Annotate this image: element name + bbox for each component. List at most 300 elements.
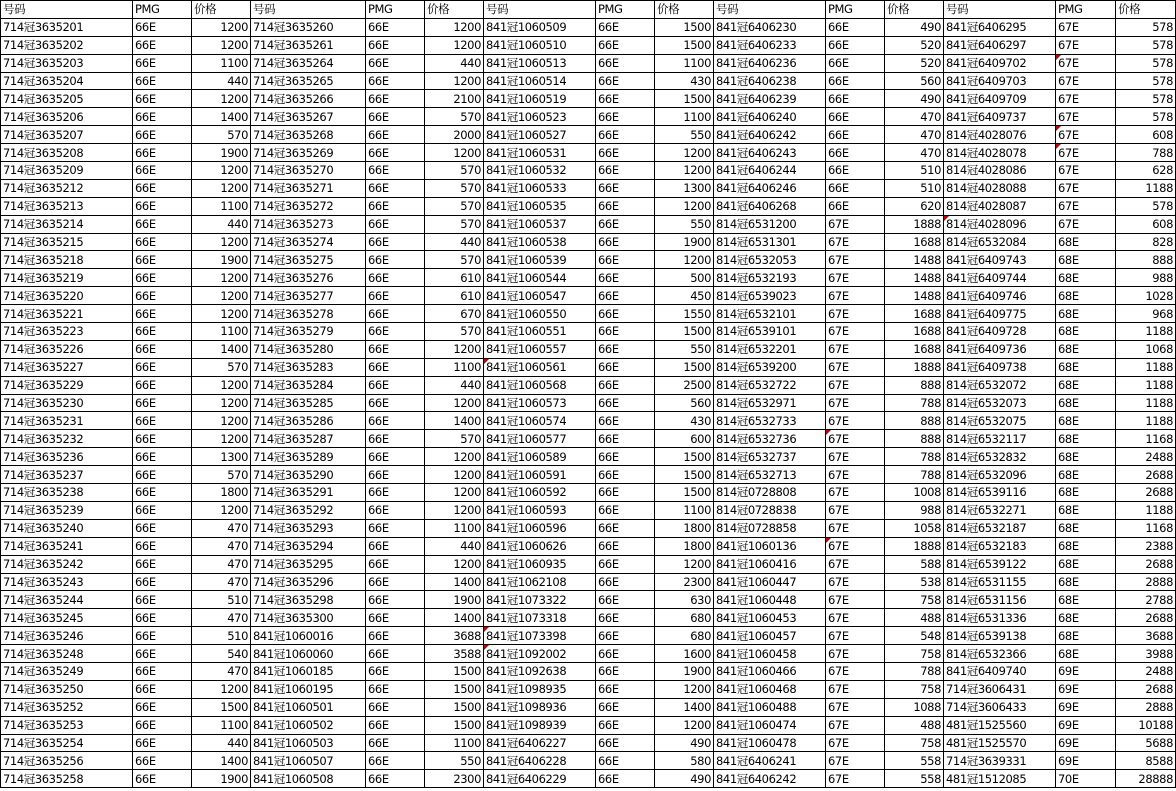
number-cell[interactable]: 841冠1060573 bbox=[484, 394, 596, 412]
pmg-cell[interactable]: 67E bbox=[826, 627, 885, 645]
price-cell[interactable]: 1200 bbox=[192, 680, 251, 698]
pmg-cell[interactable]: 67E bbox=[1056, 144, 1116, 162]
price-cell[interactable]: 1100 bbox=[192, 716, 251, 734]
pmg-cell[interactable]: 67E bbox=[826, 323, 885, 341]
column-header[interactable]: 号码 bbox=[484, 1, 596, 19]
number-cell[interactable]: 841冠1060568 bbox=[484, 376, 596, 394]
price-cell[interactable]: 2300 bbox=[425, 770, 484, 788]
pmg-cell[interactable]: 66E bbox=[133, 251, 192, 269]
pmg-cell[interactable]: 66E bbox=[133, 340, 192, 358]
pmg-cell[interactable]: 66E bbox=[133, 591, 192, 609]
number-cell[interactable]: 714冠3635296 bbox=[251, 573, 366, 591]
pmg-cell[interactable]: 66E bbox=[366, 537, 425, 555]
number-cell[interactable]: 841冠1060458 bbox=[714, 645, 826, 663]
pmg-cell[interactable]: 67E bbox=[826, 215, 885, 233]
pmg-cell[interactable]: 66E bbox=[133, 287, 192, 305]
pmg-cell[interactable]: 66E bbox=[133, 466, 192, 484]
pmg-cell[interactable]: 66E bbox=[133, 233, 192, 251]
pmg-cell[interactable]: 67E bbox=[826, 591, 885, 609]
number-cell[interactable]: 814冠6532072 bbox=[944, 376, 1056, 394]
price-cell[interactable]: 470 bbox=[192, 662, 251, 680]
price-cell[interactable]: 1100 bbox=[192, 197, 251, 215]
pmg-cell[interactable]: 68E bbox=[1056, 340, 1116, 358]
price-cell[interactable]: 510 bbox=[192, 627, 251, 645]
pmg-cell[interactable]: 66E bbox=[366, 555, 425, 573]
price-cell[interactable]: 1200 bbox=[655, 680, 714, 698]
price-cell[interactable]: 1400 bbox=[192, 752, 251, 770]
pmg-cell[interactable]: 66E bbox=[133, 501, 192, 519]
column-header[interactable]: 号码 bbox=[944, 1, 1056, 19]
number-cell[interactable]: 714冠3635272 bbox=[251, 197, 366, 215]
price-cell[interactable]: 620 bbox=[885, 197, 944, 215]
column-header[interactable]: 价格 bbox=[1116, 1, 1176, 19]
number-cell[interactable]: 714冠3635280 bbox=[251, 340, 366, 358]
pmg-cell[interactable]: 66E bbox=[133, 18, 192, 36]
pmg-cell[interactable]: 67E bbox=[826, 233, 885, 251]
pmg-cell[interactable]: 66E bbox=[366, 680, 425, 698]
pmg-cell[interactable]: 66E bbox=[366, 662, 425, 680]
price-cell[interactable]: 570 bbox=[425, 108, 484, 126]
price-cell[interactable]: 550 bbox=[425, 752, 484, 770]
column-header[interactable]: PMG bbox=[1056, 1, 1116, 19]
pmg-cell[interactable]: 67E bbox=[1056, 179, 1116, 197]
pmg-cell[interactable]: 66E bbox=[133, 609, 192, 627]
price-cell[interactable]: 3688 bbox=[425, 627, 484, 645]
number-cell[interactable]: 714冠3635220 bbox=[1, 287, 133, 305]
pmg-cell[interactable]: 66E bbox=[596, 305, 655, 323]
column-header[interactable]: PMG bbox=[133, 1, 192, 19]
price-cell[interactable]: 550 bbox=[655, 340, 714, 358]
pmg-cell[interactable]: 66E bbox=[133, 305, 192, 323]
number-cell[interactable]: 714冠3635261 bbox=[251, 36, 366, 54]
number-cell[interactable]: 714冠3635287 bbox=[251, 430, 366, 448]
pmg-cell[interactable]: 66E bbox=[596, 269, 655, 287]
number-cell[interactable]: 814冠6532084 bbox=[944, 233, 1056, 251]
price-cell[interactable]: 1168 bbox=[1116, 430, 1176, 448]
price-cell[interactable]: 1900 bbox=[192, 770, 251, 788]
pmg-cell[interactable]: 67E bbox=[826, 466, 885, 484]
pmg-cell[interactable]: 66E bbox=[366, 716, 425, 734]
pmg-cell[interactable]: 66E bbox=[596, 734, 655, 752]
number-cell[interactable]: 841冠1060478 bbox=[714, 734, 826, 752]
pmg-cell[interactable]: 68E bbox=[1056, 287, 1116, 305]
number-cell[interactable]: 714冠3635294 bbox=[251, 537, 366, 555]
price-cell[interactable]: 440 bbox=[425, 376, 484, 394]
number-cell[interactable]: 841冠1060527 bbox=[484, 126, 596, 144]
price-cell[interactable]: 788 bbox=[1116, 144, 1176, 162]
price-cell[interactable]: 1100 bbox=[192, 54, 251, 72]
pmg-cell[interactable]: 66E bbox=[366, 126, 425, 144]
price-cell[interactable]: 510 bbox=[192, 591, 251, 609]
price-cell[interactable]: 1088 bbox=[885, 698, 944, 716]
price-cell[interactable]: 1100 bbox=[655, 108, 714, 126]
pmg-cell[interactable]: 67E bbox=[826, 662, 885, 680]
number-cell[interactable]: 814冠4028087 bbox=[944, 197, 1056, 215]
price-cell[interactable]: 558 bbox=[885, 770, 944, 788]
price-cell[interactable]: 1688 bbox=[885, 323, 944, 341]
price-cell[interactable]: 1500 bbox=[425, 716, 484, 734]
pmg-cell[interactable]: 66E bbox=[596, 162, 655, 180]
pmg-cell[interactable]: 67E bbox=[1056, 197, 1116, 215]
pmg-cell[interactable]: 66E bbox=[133, 108, 192, 126]
number-cell[interactable]: 714冠3635237 bbox=[1, 466, 133, 484]
pmg-cell[interactable]: 66E bbox=[826, 179, 885, 197]
pmg-cell[interactable]: 66E bbox=[366, 340, 425, 358]
price-cell[interactable]: 1100 bbox=[425, 519, 484, 537]
number-cell[interactable]: 714冠3635213 bbox=[1, 197, 133, 215]
price-cell[interactable]: 1100 bbox=[655, 501, 714, 519]
price-cell[interactable]: 578 bbox=[1116, 197, 1176, 215]
price-cell[interactable]: 450 bbox=[655, 287, 714, 305]
number-cell[interactable]: 714冠3635275 bbox=[251, 251, 366, 269]
number-cell[interactable]: 714冠3635244 bbox=[1, 591, 133, 609]
number-cell[interactable]: 841冠1060531 bbox=[484, 144, 596, 162]
number-cell[interactable]: 714冠3635245 bbox=[1, 609, 133, 627]
number-cell[interactable]: 841冠1060509 bbox=[484, 18, 596, 36]
pmg-cell[interactable]: 67E bbox=[1056, 215, 1116, 233]
price-cell[interactable]: 1100 bbox=[425, 358, 484, 376]
price-cell[interactable]: 610 bbox=[425, 269, 484, 287]
pmg-cell[interactable]: 66E bbox=[826, 36, 885, 54]
pmg-cell[interactable]: 66E bbox=[366, 36, 425, 54]
price-cell[interactable]: 1200 bbox=[655, 162, 714, 180]
price-cell[interactable]: 1200 bbox=[425, 448, 484, 466]
number-cell[interactable]: 841冠1060539 bbox=[484, 251, 596, 269]
price-cell[interactable]: 1200 bbox=[192, 179, 251, 197]
number-cell[interactable]: 714冠3635284 bbox=[251, 376, 366, 394]
pmg-cell[interactable]: 66E bbox=[366, 18, 425, 36]
price-cell[interactable]: 1200 bbox=[192, 430, 251, 448]
pmg-cell[interactable]: 66E bbox=[133, 215, 192, 233]
column-header[interactable]: 价格 bbox=[885, 1, 944, 19]
price-cell[interactable]: 578 bbox=[1116, 36, 1176, 54]
number-cell[interactable]: 714冠3635236 bbox=[1, 448, 133, 466]
number-cell[interactable]: 814冠6531336 bbox=[944, 609, 1056, 627]
price-cell[interactable]: 628 bbox=[1116, 162, 1176, 180]
price-cell[interactable]: 588 bbox=[885, 555, 944, 573]
number-cell[interactable]: 714冠3635242 bbox=[1, 555, 133, 573]
number-cell[interactable]: 841冠1073398 bbox=[484, 627, 596, 645]
price-cell[interactable]: 570 bbox=[425, 197, 484, 215]
pmg-cell[interactable]: 67E bbox=[826, 340, 885, 358]
pmg-cell[interactable]: 66E bbox=[366, 358, 425, 376]
number-cell[interactable]: 714冠3635283 bbox=[251, 358, 366, 376]
price-cell[interactable]: 570 bbox=[192, 126, 251, 144]
price-cell[interactable]: 1400 bbox=[192, 340, 251, 358]
price-cell[interactable]: 2688 bbox=[1116, 680, 1176, 698]
pmg-cell[interactable]: 66E bbox=[596, 448, 655, 466]
number-cell[interactable]: 841冠1060523 bbox=[484, 108, 596, 126]
pmg-cell[interactable]: 66E bbox=[596, 340, 655, 358]
number-cell[interactable]: 841冠6409728 bbox=[944, 323, 1056, 341]
pmg-cell[interactable]: 67E bbox=[826, 519, 885, 537]
number-cell[interactable]: 841冠6406244 bbox=[714, 162, 826, 180]
pmg-cell[interactable]: 66E bbox=[133, 752, 192, 770]
column-header[interactable]: 号码 bbox=[714, 1, 826, 19]
price-cell[interactable]: 968 bbox=[1116, 305, 1176, 323]
price-cell[interactable]: 988 bbox=[885, 501, 944, 519]
pmg-cell[interactable]: 66E bbox=[366, 72, 425, 90]
price-cell[interactable]: 538 bbox=[885, 573, 944, 591]
number-cell[interactable]: 841冠6406246 bbox=[714, 179, 826, 197]
price-cell[interactable]: 578 bbox=[1116, 108, 1176, 126]
pmg-cell[interactable]: 66E bbox=[596, 54, 655, 72]
pmg-cell[interactable]: 67E bbox=[826, 734, 885, 752]
pmg-cell[interactable]: 67E bbox=[826, 448, 885, 466]
price-cell[interactable]: 570 bbox=[425, 215, 484, 233]
number-cell[interactable]: 841冠1060550 bbox=[484, 305, 596, 323]
price-cell[interactable]: 2688 bbox=[1116, 609, 1176, 627]
price-cell[interactable]: 1200 bbox=[192, 394, 251, 412]
number-cell[interactable]: 841冠1060448 bbox=[714, 591, 826, 609]
price-cell[interactable]: 1400 bbox=[425, 412, 484, 430]
number-cell[interactable]: 714冠3635209 bbox=[1, 162, 133, 180]
price-cell[interactable]: 1800 bbox=[655, 519, 714, 537]
number-cell[interactable]: 814冠6539200 bbox=[714, 358, 826, 376]
price-cell[interactable]: 1200 bbox=[192, 90, 251, 108]
number-cell[interactable]: 814冠6531155 bbox=[944, 573, 1056, 591]
price-cell[interactable]: 560 bbox=[655, 394, 714, 412]
number-cell[interactable]: 814冠6539116 bbox=[944, 484, 1056, 502]
price-cell[interactable]: 758 bbox=[885, 645, 944, 663]
pmg-cell[interactable]: 66E bbox=[366, 108, 425, 126]
price-cell[interactable]: 558 bbox=[885, 752, 944, 770]
number-cell[interactable]: 841冠6409743 bbox=[944, 251, 1056, 269]
price-cell[interactable]: 1600 bbox=[655, 645, 714, 663]
price-cell[interactable]: 1900 bbox=[655, 662, 714, 680]
number-cell[interactable]: 841冠6406229 bbox=[484, 770, 596, 788]
price-cell[interactable]: 1500 bbox=[655, 448, 714, 466]
price-cell[interactable]: 1400 bbox=[425, 573, 484, 591]
price-cell[interactable]: 440 bbox=[192, 215, 251, 233]
number-cell[interactable]: 714冠3606431 bbox=[944, 680, 1056, 698]
price-cell[interactable]: 1688 bbox=[885, 305, 944, 323]
pmg-cell[interactable]: 67E bbox=[826, 394, 885, 412]
price-cell[interactable]: 888 bbox=[885, 376, 944, 394]
price-cell[interactable]: 578 bbox=[1116, 90, 1176, 108]
number-cell[interactable]: 714冠3635258 bbox=[1, 770, 133, 788]
price-cell[interactable]: 490 bbox=[885, 18, 944, 36]
number-cell[interactable]: 841冠1060502 bbox=[251, 716, 366, 734]
pmg-cell[interactable]: 67E bbox=[826, 269, 885, 287]
price-cell[interactable]: 2500 bbox=[655, 376, 714, 394]
number-cell[interactable]: 714冠3635298 bbox=[251, 591, 366, 609]
pmg-cell[interactable]: 66E bbox=[596, 251, 655, 269]
price-cell[interactable]: 2300 bbox=[655, 573, 714, 591]
price-cell[interactable]: 1200 bbox=[425, 72, 484, 90]
number-cell[interactable]: 841冠6409737 bbox=[944, 108, 1056, 126]
pmg-cell[interactable]: 67E bbox=[826, 680, 885, 698]
number-cell[interactable]: 841冠6406238 bbox=[714, 72, 826, 90]
number-cell[interactable]: 814冠0728808 bbox=[714, 484, 826, 502]
price-cell[interactable]: 2100 bbox=[425, 90, 484, 108]
number-cell[interactable]: 841冠1060577 bbox=[484, 430, 596, 448]
pmg-cell[interactable]: 68E bbox=[1056, 233, 1116, 251]
pmg-cell[interactable]: 67E bbox=[826, 752, 885, 770]
number-cell[interactable]: 714冠3635208 bbox=[1, 144, 133, 162]
pmg-cell[interactable]: 66E bbox=[133, 430, 192, 448]
pmg-cell[interactable]: 66E bbox=[366, 770, 425, 788]
price-cell[interactable]: 1300 bbox=[192, 448, 251, 466]
number-cell[interactable]: 814冠6539101 bbox=[714, 323, 826, 341]
number-cell[interactable]: 841冠1060513 bbox=[484, 54, 596, 72]
price-cell[interactable]: 1200 bbox=[655, 555, 714, 573]
price-cell[interactable]: 578 bbox=[1116, 54, 1176, 72]
number-cell[interactable]: 841冠1060561 bbox=[484, 358, 596, 376]
pmg-cell[interactable]: 66E bbox=[133, 126, 192, 144]
number-cell[interactable]: 814冠4028088 bbox=[944, 179, 1056, 197]
number-cell[interactable]: 714冠3635286 bbox=[251, 412, 366, 430]
number-cell[interactable]: 481冠1512085 bbox=[944, 770, 1056, 788]
price-cell[interactable]: 1488 bbox=[885, 251, 944, 269]
pmg-cell[interactable]: 66E bbox=[596, 484, 655, 502]
price-cell[interactable]: 5688 bbox=[1116, 734, 1176, 752]
price-cell[interactable]: 570 bbox=[425, 162, 484, 180]
pmg-cell[interactable]: 66E bbox=[596, 287, 655, 305]
pmg-cell[interactable]: 66E bbox=[366, 609, 425, 627]
pmg-cell[interactable]: 66E bbox=[133, 645, 192, 663]
price-cell[interactable]: 570 bbox=[192, 466, 251, 484]
price-cell[interactable]: 1800 bbox=[192, 484, 251, 502]
pmg-cell[interactable]: 67E bbox=[1056, 36, 1116, 54]
number-cell[interactable]: 841冠6406227 bbox=[484, 734, 596, 752]
pmg-cell[interactable]: 68E bbox=[1056, 591, 1116, 609]
number-cell[interactable]: 714冠3635276 bbox=[251, 269, 366, 287]
pmg-cell[interactable]: 66E bbox=[596, 662, 655, 680]
number-cell[interactable]: 714冠3635203 bbox=[1, 54, 133, 72]
number-cell[interactable]: 714冠3635274 bbox=[251, 233, 366, 251]
pmg-cell[interactable]: 67E bbox=[1056, 108, 1116, 126]
price-cell[interactable]: 1200 bbox=[425, 501, 484, 519]
number-cell[interactable]: 814冠6532271 bbox=[944, 501, 1056, 519]
number-cell[interactable]: 841冠6406230 bbox=[714, 18, 826, 36]
pmg-cell[interactable]: 66E bbox=[596, 323, 655, 341]
price-cell[interactable]: 1688 bbox=[885, 340, 944, 358]
price-cell[interactable]: 1188 bbox=[1116, 394, 1176, 412]
pmg-cell[interactable]: 66E bbox=[133, 54, 192, 72]
price-cell[interactable]: 490 bbox=[655, 734, 714, 752]
number-cell[interactable]: 841冠6406236 bbox=[714, 54, 826, 72]
column-header[interactable]: 价格 bbox=[425, 1, 484, 19]
number-cell[interactable]: 841冠6406228 bbox=[484, 752, 596, 770]
number-cell[interactable]: 814冠6532117 bbox=[944, 430, 1056, 448]
number-cell[interactable]: 814冠6531156 bbox=[944, 591, 1056, 609]
price-cell[interactable]: 1488 bbox=[885, 269, 944, 287]
price-cell[interactable]: 1300 bbox=[655, 179, 714, 197]
column-header[interactable]: 号码 bbox=[251, 1, 366, 19]
price-cell[interactable]: 988 bbox=[1116, 269, 1176, 287]
pmg-cell[interactable]: 66E bbox=[596, 18, 655, 36]
number-cell[interactable]: 714冠3635277 bbox=[251, 287, 366, 305]
pmg-cell[interactable]: 68E bbox=[1056, 448, 1116, 466]
number-cell[interactable]: 841冠1060519 bbox=[484, 90, 596, 108]
pmg-cell[interactable]: 68E bbox=[1056, 358, 1116, 376]
number-cell[interactable]: 841冠6406241 bbox=[714, 752, 826, 770]
number-cell[interactable]: 714冠3635218 bbox=[1, 251, 133, 269]
price-cell[interactable]: 490 bbox=[655, 770, 714, 788]
number-cell[interactable]: 714冠3635252 bbox=[1, 698, 133, 716]
price-cell[interactable]: 1500 bbox=[655, 358, 714, 376]
pmg-cell[interactable]: 66E bbox=[596, 126, 655, 144]
pmg-cell[interactable]: 67E bbox=[1056, 72, 1116, 90]
pmg-cell[interactable]: 66E bbox=[133, 144, 192, 162]
price-cell[interactable]: 608 bbox=[1116, 126, 1176, 144]
pmg-cell[interactable]: 66E bbox=[596, 537, 655, 555]
price-cell[interactable]: 1200 bbox=[425, 18, 484, 36]
price-cell[interactable]: 1188 bbox=[1116, 179, 1176, 197]
pmg-cell[interactable]: 68E bbox=[1056, 251, 1116, 269]
pmg-cell[interactable]: 66E bbox=[596, 358, 655, 376]
pmg-cell[interactable]: 68E bbox=[1056, 323, 1116, 341]
number-cell[interactable]: 714冠3635293 bbox=[251, 519, 366, 537]
price-cell[interactable]: 470 bbox=[192, 609, 251, 627]
number-cell[interactable]: 841冠1060508 bbox=[251, 770, 366, 788]
number-cell[interactable]: 841冠6409702 bbox=[944, 54, 1056, 72]
pmg-cell[interactable]: 66E bbox=[596, 591, 655, 609]
number-cell[interactable]: 841冠1060060 bbox=[251, 645, 366, 663]
price-cell[interactable]: 2888 bbox=[1116, 698, 1176, 716]
pmg-cell[interactable]: 66E bbox=[596, 144, 655, 162]
number-cell[interactable]: 814冠4028076 bbox=[944, 126, 1056, 144]
number-cell[interactable]: 714冠3635292 bbox=[251, 501, 366, 519]
price-cell[interactable]: 2000 bbox=[425, 126, 484, 144]
number-cell[interactable]: 841冠6409709 bbox=[944, 90, 1056, 108]
pmg-cell[interactable]: 66E bbox=[366, 484, 425, 502]
number-cell[interactable]: 814冠4028096 bbox=[944, 215, 1056, 233]
number-cell[interactable]: 841冠1098939 bbox=[484, 716, 596, 734]
price-cell[interactable]: 1500 bbox=[425, 698, 484, 716]
number-cell[interactable]: 841冠6409744 bbox=[944, 269, 1056, 287]
number-cell[interactable]: 714冠3635206 bbox=[1, 108, 133, 126]
pmg-cell[interactable]: 66E bbox=[596, 752, 655, 770]
price-cell[interactable]: 758 bbox=[885, 591, 944, 609]
number-cell[interactable]: 814冠0728838 bbox=[714, 501, 826, 519]
number-cell[interactable]: 841冠1060510 bbox=[484, 36, 596, 54]
number-cell[interactable]: 841冠6409740 bbox=[944, 662, 1056, 680]
number-cell[interactable]: 814冠6532201 bbox=[714, 340, 826, 358]
pmg-cell[interactable]: 67E bbox=[826, 305, 885, 323]
pmg-cell[interactable]: 66E bbox=[133, 484, 192, 502]
price-cell[interactable]: 1200 bbox=[425, 144, 484, 162]
number-cell[interactable]: 841冠1098936 bbox=[484, 698, 596, 716]
number-cell[interactable]: 841冠1060574 bbox=[484, 412, 596, 430]
price-cell[interactable]: 788 bbox=[885, 662, 944, 680]
pmg-cell[interactable]: 66E bbox=[366, 54, 425, 72]
pmg-cell[interactable]: 66E bbox=[826, 126, 885, 144]
pmg-cell[interactable]: 66E bbox=[133, 448, 192, 466]
price-cell[interactable]: 470 bbox=[192, 555, 251, 573]
price-cell[interactable]: 520 bbox=[885, 54, 944, 72]
number-cell[interactable]: 714冠3635273 bbox=[251, 215, 366, 233]
pmg-cell[interactable]: 66E bbox=[366, 144, 425, 162]
price-cell[interactable]: 1200 bbox=[655, 144, 714, 162]
pmg-cell[interactable]: 68E bbox=[1056, 627, 1116, 645]
number-cell[interactable]: 814冠6532183 bbox=[944, 537, 1056, 555]
number-cell[interactable]: 841冠1060507 bbox=[251, 752, 366, 770]
price-cell[interactable]: 2488 bbox=[1116, 662, 1176, 680]
price-cell[interactable]: 1900 bbox=[655, 233, 714, 251]
pmg-cell[interactable]: 68E bbox=[1056, 430, 1116, 448]
number-cell[interactable]: 814冠6532053 bbox=[714, 251, 826, 269]
pmg-cell[interactable]: 66E bbox=[596, 519, 655, 537]
pmg-cell[interactable]: 68E bbox=[1056, 609, 1116, 627]
pmg-cell[interactable]: 66E bbox=[596, 108, 655, 126]
number-cell[interactable]: 814冠0728858 bbox=[714, 519, 826, 537]
price-cell[interactable]: 440 bbox=[192, 72, 251, 90]
number-cell[interactable]: 841冠1060557 bbox=[484, 340, 596, 358]
pmg-cell[interactable]: 68E bbox=[1056, 519, 1116, 537]
pmg-cell[interactable]: 66E bbox=[366, 573, 425, 591]
